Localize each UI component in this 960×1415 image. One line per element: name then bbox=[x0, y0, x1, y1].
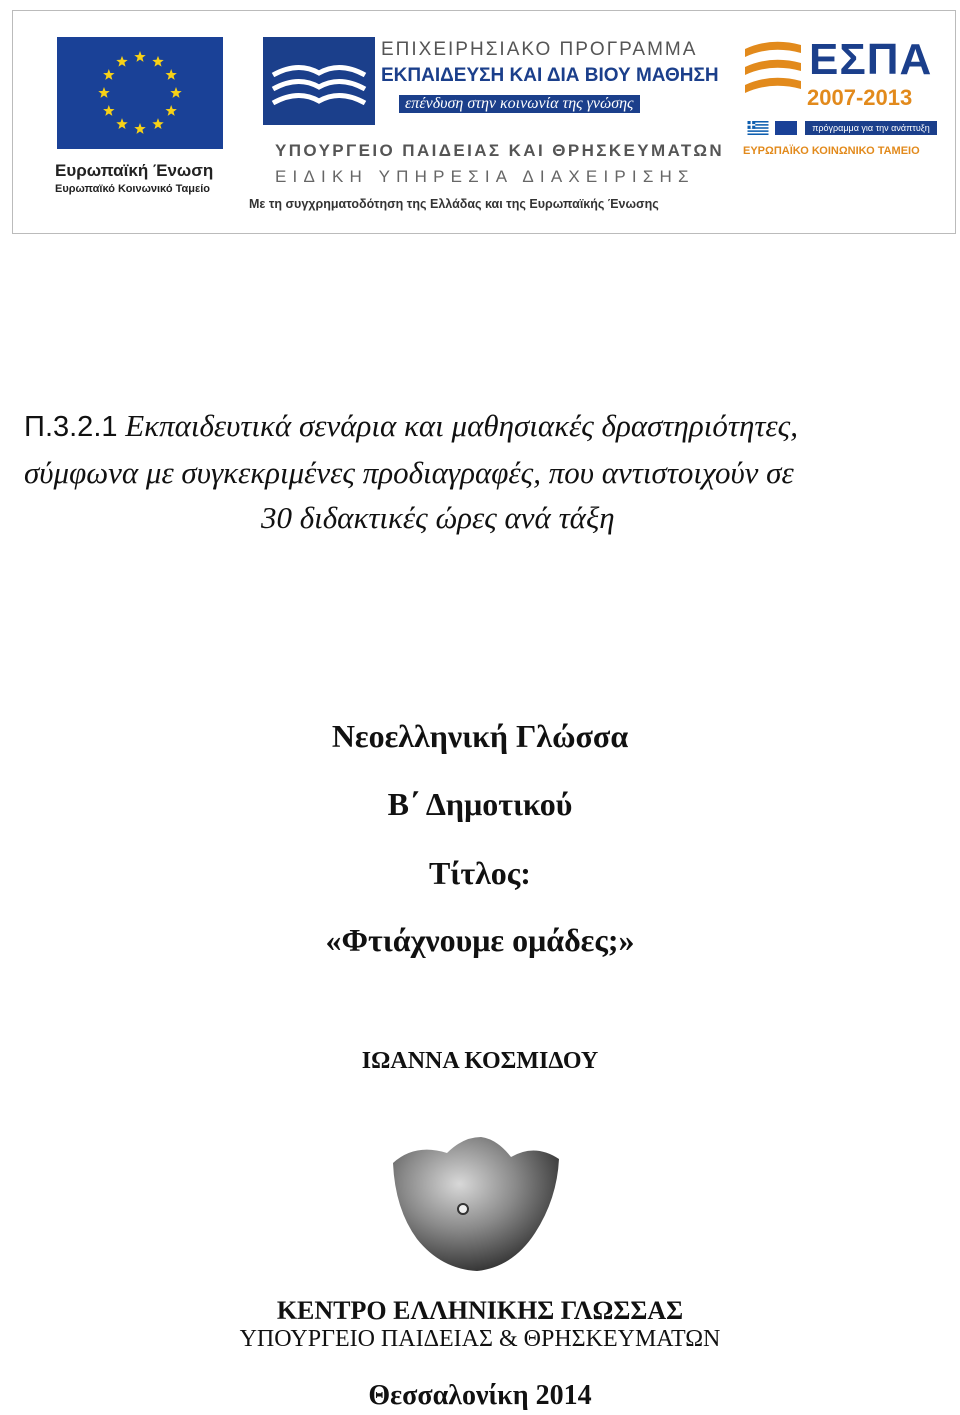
espa-fund: ΕΥΡΩΠΑΪΚΟ ΚΟΙΝΩΝΙΚΟ ΤΑΜΕΙΟ bbox=[743, 145, 920, 157]
cofunding-note: Με τη συγχρηματοδότηση της Ελλάδας και της Ευρωπαϊκής Ένωσης bbox=[249, 197, 659, 211]
heading-line1: Εκπαιδευτικά σενάρια και μαθησιακές δραστηριότητες, bbox=[117, 408, 798, 443]
programme-ministry: ΥΠΟΥΡΓΕΙΟ ΠΑΙΔΕΙΑΣ ΚΑΙ ΘΡΗΣΚΕΥΜΑΤΩΝ bbox=[275, 141, 725, 160]
programme-service: ΕΙΔΙΚΗ ΥΠΗΡΕΣΙΑ ΔΙΑΧΕΙΡΙΣΗΣ bbox=[275, 167, 695, 186]
open-book-icon bbox=[263, 37, 375, 125]
grade: Β΄ Δημοτικού bbox=[387, 786, 573, 822]
eu-flag-small-icon bbox=[775, 121, 797, 135]
espa-title: ΕΣΠΑ bbox=[809, 35, 933, 84]
espa-logo-block bbox=[741, 35, 951, 175]
programme-logo-block bbox=[249, 37, 733, 227]
eu-title: Ευρωπαϊκή Ένωση bbox=[55, 161, 214, 180]
espa-slogan: πρόγραμμα για την ανάπτυξη bbox=[805, 121, 937, 135]
ministry: ΥΠΟΥΡΓΕΙΟ ΠΑΙΔΕΙΑΣ & ΘΡΗΣΚΕΥΜΑΤΩΝ bbox=[239, 1326, 721, 1352]
author: ΙΩΑΝΝΑ ΚΟΣΜΙΔΟΥ bbox=[361, 1048, 599, 1074]
espa-mark-icon bbox=[741, 35, 805, 115]
document-code: Π.3.2.1 bbox=[24, 411, 118, 443]
heading-line2: σύμφωνα με συγκεκριμένες προδιαγραφές, που αντιστοιχούν σε bbox=[24, 455, 794, 490]
eu-logo-block bbox=[55, 37, 235, 195]
place-year: Θεσσαλονίκη 2014 bbox=[368, 1380, 592, 1411]
document-heading bbox=[24, 403, 944, 540]
eu-subtitle: Ευρωπαϊκό Κοινωνικό Ταμείο bbox=[55, 183, 210, 195]
funding-banner bbox=[12, 10, 956, 234]
eu-flag-icon bbox=[57, 37, 223, 149]
greek-flag-icon bbox=[747, 121, 769, 135]
espa-years: 2007-2013 bbox=[807, 85, 913, 110]
programme-tagline: επένδυση στην κοινωνία της γνώσης bbox=[399, 95, 640, 113]
document-title: «Φτιάχνουμε ομάδες;» bbox=[325, 922, 635, 958]
subject: Νεοελληνική Γλώσσα bbox=[331, 718, 629, 754]
espa-flag-strip bbox=[743, 121, 949, 137]
programme-line2: ΕΚΠΑΙΔΕΥΣΗ ΚΑΙ ΔΙΑ ΒΙΟΥ ΜΑΘΗΣΗ bbox=[381, 65, 719, 86]
krater-logo-icon bbox=[385, 1135, 565, 1275]
programme-line1: ΕΠΙΧΕΙΡΗΣΙΑΚΟ ΠΡΟΓΡΑΜΜΑ bbox=[381, 39, 698, 60]
title-label: Τίτλος: bbox=[429, 855, 531, 891]
heading-line3: 30 διδακτικές ώρες ανά τάξη bbox=[261, 500, 615, 535]
institution: ΚΕΝΤΡΟ ΕΛΛΗΝΙΚΗΣ ΓΛΩΣΣΑΣ bbox=[276, 1296, 684, 1325]
